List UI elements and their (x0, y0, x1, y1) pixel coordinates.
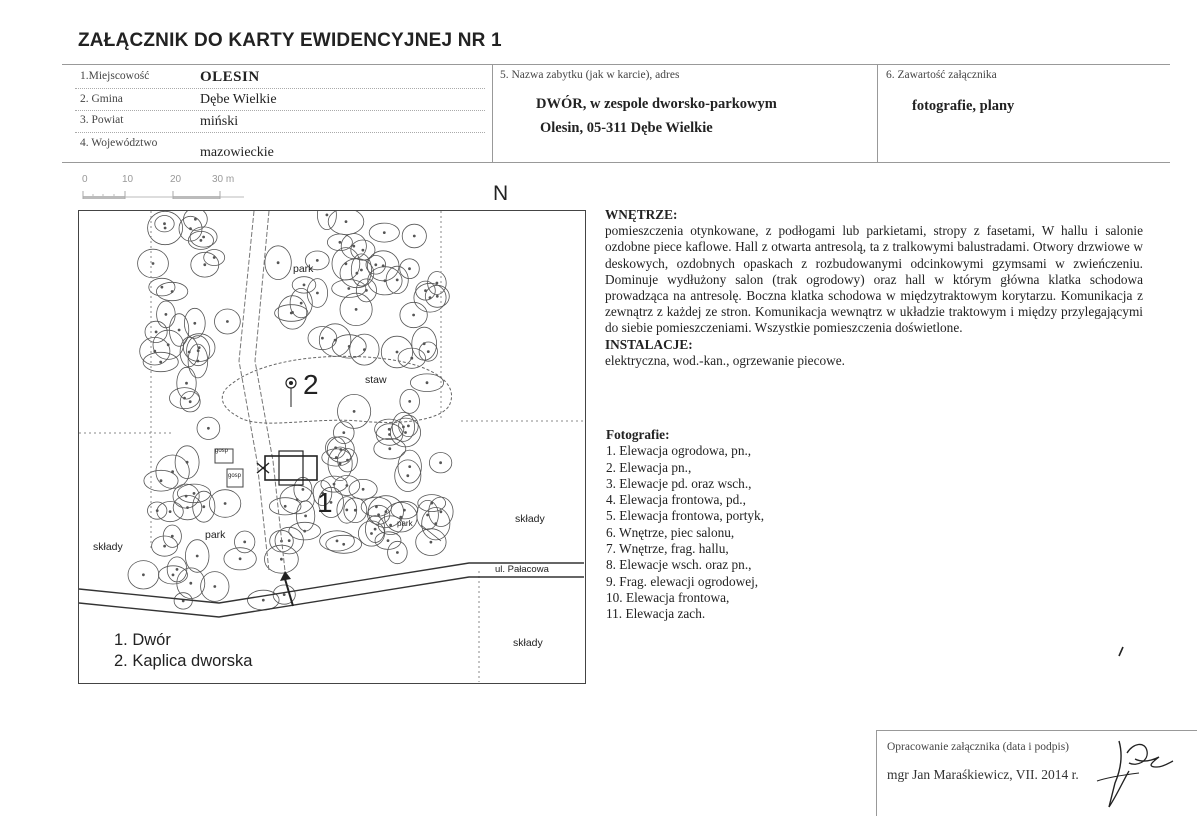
tree-trunk (427, 514, 429, 516)
scale-tick-label: 20 (170, 174, 182, 185)
value-nazwa-line1: DWÓR, w zespole dworsko-parkowym (536, 96, 777, 112)
tree-trunk (389, 448, 391, 450)
heading-instalacje: INSTALACJE: (605, 336, 693, 352)
tree-trunk (305, 515, 307, 517)
tree-trunk (426, 382, 428, 384)
tree-trunk (190, 228, 192, 230)
tree-trunk (413, 314, 415, 316)
map-label-sklady: składy (93, 541, 123, 553)
tree-trunk (288, 540, 290, 542)
tree-trunk (340, 449, 342, 451)
tree-trunk (226, 321, 228, 323)
map-label-park: park (205, 529, 226, 541)
tree-trunk (239, 558, 241, 560)
tree-trunk (345, 221, 347, 223)
row-divider (75, 110, 485, 111)
tree-trunk (383, 232, 385, 234)
tree-trunk (204, 264, 206, 266)
photo-item: 4. Elewacja frontowa, pd., (606, 492, 746, 508)
tree-trunk (169, 511, 171, 513)
value-miejscowosc: OLESIN (200, 69, 260, 85)
tree-trunk (355, 308, 357, 310)
tree-trunk (430, 541, 432, 543)
tree-trunk (277, 262, 279, 264)
photo-item: 8. Elewacje wsch. oraz pn., (606, 557, 752, 573)
tree-trunk (363, 349, 365, 351)
scale-tick-label: 30 m (212, 174, 235, 185)
tree-trunk (316, 259, 318, 261)
tree-trunk (427, 351, 429, 353)
table-divider-1 (492, 64, 493, 162)
tree-trunk (187, 507, 189, 509)
tree-trunk (374, 528, 376, 530)
scale-bar (78, 172, 248, 202)
photo-list (606, 427, 764, 623)
map-label-outbuilding: gosp (215, 448, 229, 454)
tree-trunk (189, 401, 191, 403)
tree-trunk (164, 227, 166, 229)
tree-trunk (388, 428, 390, 430)
tree-trunk (334, 339, 336, 341)
tree-trunk (302, 488, 304, 490)
text-wnetrze: pomieszczenia otynkowane, z podłogami lub parkietami, stropy z fasetami, W hallu i salonie ozdobne piece kaflowe. Hall z otwarta antresolą, ta z tralkowymi balustradami. Otwory drzwiowe w deskowych, ozdobnych opaskach z rozbudowanymi odcinkowymi gzymsami w zwieńczeniu. Dominuje wydłużony salon (trak ogrodowy) oraz hall w którym główna klatka schodowa prowadząca na antresolę. Boczna klatka schodowa w międzytraktowym korytarzu. Komunikacja z zewnątrz z każdej ze stron. Komunikacja wewnątrz w układzie traktowym i między przylegającymi do siebie pomieszczeniami. Wszystkie pomieszczenia doświetlone. (605, 223, 1143, 336)
text-instalacje: elektryczna, wod.-kan., ogrzewanie piecowe. (605, 352, 845, 368)
tree-trunk (407, 475, 409, 477)
tree-trunk (390, 524, 392, 526)
tree-trunk (171, 291, 173, 293)
tree-trunk (188, 351, 190, 353)
map-label-park: park (397, 519, 413, 528)
tree-trunk (178, 329, 180, 331)
tree-trunk (244, 541, 246, 543)
tree-trunk (339, 241, 341, 243)
tree-trunk (413, 235, 415, 237)
map-label-street: ul. Pałacowa (495, 564, 549, 575)
tree-trunk (152, 263, 154, 265)
tree-trunk (396, 279, 398, 281)
tree-trunk (347, 459, 349, 461)
tree-trunk (396, 351, 398, 353)
tree-trunk (203, 506, 205, 508)
prepared-by-label: Opracowanie załącznika (data i podpis) (887, 741, 1069, 753)
photo-item: 2. Elewacja pn., (606, 459, 692, 475)
scale-bar-graphic (78, 186, 248, 202)
tree-trunk (339, 463, 341, 465)
tree-trunk (197, 360, 199, 362)
tree-trunk (440, 511, 442, 513)
site-plan-map (78, 210, 586, 684)
tree-trunk (335, 447, 337, 449)
tree-trunk (362, 488, 364, 490)
tree-trunk (142, 574, 144, 576)
tree-trunk (207, 427, 209, 429)
tree-trunk (360, 269, 362, 271)
tree-trunk (184, 397, 186, 399)
tree-trunk (336, 540, 338, 542)
tree-trunk (193, 492, 195, 494)
tree-trunk (429, 297, 431, 299)
tree-trunk (316, 292, 318, 294)
label-wojewodztwo: 4. Województwo (80, 137, 158, 149)
tree-trunk (303, 284, 305, 286)
north-label: N (493, 182, 509, 205)
tree-trunk (436, 282, 438, 284)
tree-trunk (203, 236, 205, 238)
tree-trunk (156, 510, 158, 512)
photo-item: 11. Elewacja zach. (606, 606, 706, 622)
photo-item: 5. Elewacja frontowa, portyk, (606, 508, 765, 524)
tree-trunk (362, 249, 364, 251)
map-legend (114, 630, 253, 672)
row-divider (75, 88, 485, 89)
tree-trunk (280, 558, 282, 560)
value-powiat: miński (200, 114, 239, 129)
tree-trunk (194, 218, 196, 220)
tree-trunk (396, 552, 398, 554)
tree-trunk (194, 322, 196, 324)
tree-trunk (387, 540, 389, 542)
tree-trunk (284, 505, 286, 507)
tree-trunk (171, 535, 173, 537)
label-gmina: 2. Gmina (80, 93, 123, 105)
label-nazwa: 5. Nazwa zabytku (jak w karcie), adres (500, 69, 680, 81)
tree-trunk (283, 594, 285, 596)
tree-trunk (182, 600, 184, 602)
tree-trunk (326, 214, 328, 216)
tree-trunk (160, 361, 162, 363)
tree-trunk (405, 432, 407, 434)
tree-trunk (292, 311, 294, 313)
tree-trunk (375, 506, 377, 508)
tree-trunk (378, 514, 380, 516)
map-number-chapel: 2 (303, 369, 319, 400)
tree-trunk (371, 533, 373, 535)
scale-tick-label: 10 (122, 174, 134, 185)
photo-item: 3. Elewacje pd. oraz wsch., (606, 475, 752, 491)
tree-trunk (348, 288, 350, 290)
map-label-outbuilding: gosp (228, 473, 242, 479)
stray-pen-mark (1117, 646, 1125, 658)
map-label-staw: staw (365, 374, 387, 386)
tree-trunk (300, 302, 302, 304)
table-top-border (62, 64, 1170, 65)
row-divider (75, 132, 485, 133)
tree-trunk (214, 586, 216, 588)
tree-trunk (160, 480, 162, 482)
tree-canopy (184, 211, 208, 230)
photo-item: 1. Elewacja ogrodowa, pn., (606, 443, 752, 459)
tree-trunk (167, 344, 169, 346)
value-gmina: Dębe Wielkie (200, 92, 277, 107)
photo-item: 9. Frag. elewacji ogrodowej, (606, 573, 759, 589)
tree-trunk (346, 509, 348, 511)
tree-trunk (321, 337, 323, 339)
photo-item: 7. Wnętrze, frag. hallu, (606, 541, 729, 557)
tree-trunk (161, 286, 163, 288)
tree-trunk (343, 543, 345, 545)
map-label-sklady: składy (513, 637, 543, 649)
label-powiat: 3. Powiat (80, 114, 124, 126)
scale-tick-label: 0 (82, 174, 88, 185)
tree-trunk (409, 268, 411, 270)
map-number-manor: 1 (317, 487, 333, 518)
tree-trunk (186, 382, 188, 384)
legend-item: 2. Kaplica dworska (114, 652, 253, 670)
prepared-by-author: mgr Jan Maraśkiewicz, VII. 2014 r. (887, 767, 1079, 782)
site-plan-drawing (79, 211, 584, 682)
value-wojewodztwo: mazowieckie (200, 145, 274, 160)
description-section (605, 207, 1143, 369)
label-miejscowosc: 1.Miejscowość (80, 70, 150, 82)
tree-trunk (346, 485, 348, 487)
tree-trunk (436, 295, 438, 297)
handwritten-signature (1089, 733, 1179, 813)
tree-trunk (213, 257, 215, 259)
tree-trunk (409, 466, 411, 468)
photo-item: 6. Wnętrze, piec salonu, (606, 524, 735, 540)
tree-trunk (375, 264, 377, 266)
photo-item: 10. Elewacja frontowa, (606, 589, 730, 605)
map-label-sklady: składy (515, 513, 545, 525)
tree-trunk (200, 239, 202, 241)
tree-trunk (196, 555, 198, 557)
tree-trunk (224, 503, 226, 505)
tree-trunk (262, 599, 264, 601)
tree-trunk (353, 245, 355, 247)
tree-trunk (353, 410, 355, 412)
document-title: ZAŁĄCZNIK DO KARTY EWIDENCYJNEJ NR 1 (78, 30, 502, 51)
tree-trunk (186, 461, 188, 463)
tree-trunk (176, 568, 178, 570)
tree-trunk (382, 265, 384, 267)
tree-trunk (407, 425, 409, 427)
photo-list-heading: Fotografie: (606, 427, 670, 442)
table-divider-2 (877, 64, 878, 162)
tree-trunk (356, 272, 358, 274)
tree-trunk (440, 462, 442, 464)
tree-trunk (190, 582, 192, 584)
map-label-park: park (293, 263, 314, 275)
tree-trunk (365, 289, 367, 291)
tree-trunk (400, 516, 402, 518)
tree-trunk (402, 426, 404, 428)
tree-trunk (354, 509, 356, 511)
legend-item: 1. Dwór (114, 631, 171, 649)
tree-trunk (296, 499, 298, 501)
tree-trunk (335, 457, 337, 459)
tree-trunk (172, 574, 174, 576)
tree-trunk (198, 347, 200, 349)
value-nazwa-line2: Olesin, 05-311 Dębe Wielkie (540, 120, 713, 136)
heading-wnetrze: WNĘTRZE: (605, 207, 678, 222)
label-zawartosc: 6. Zawartość załącznika (886, 69, 997, 81)
tree-trunk (155, 331, 157, 333)
tree-trunk (409, 400, 411, 402)
table-bottom-border (62, 162, 1170, 163)
tree-trunk (165, 313, 167, 315)
tree-trunk (304, 530, 306, 532)
tree-trunk (343, 432, 345, 434)
tree-trunk (164, 223, 166, 225)
prepared-by-box (876, 730, 1197, 816)
value-zawartosc: fotografie, plany (912, 98, 1015, 114)
tree-trunk (164, 545, 166, 547)
